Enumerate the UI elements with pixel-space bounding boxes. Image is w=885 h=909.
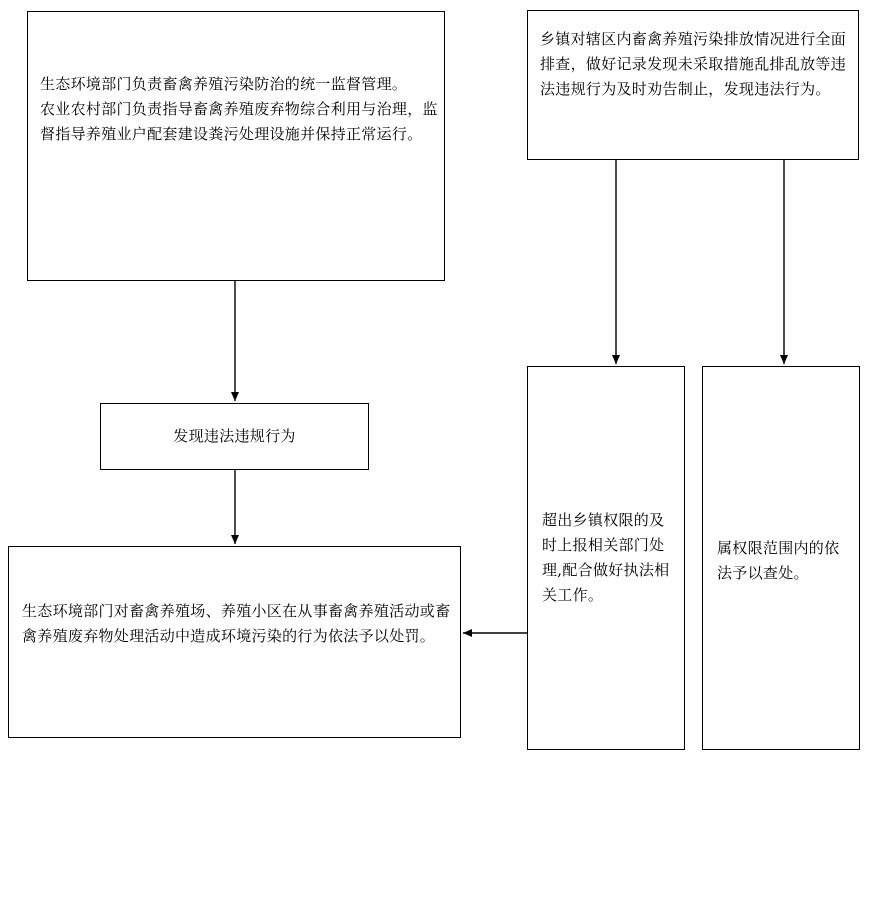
violation-found-text: 发现违法违规行为 — [173, 427, 296, 445]
supervision-line-2: 农业农村部门负责指导畜禽养殖废弃物综合利用与治理，监督指导养殖业户配套建设粪污处理设施并保持正常运行。 — [40, 100, 438, 143]
supervision-line-1: 生态环境部门负责畜禽养殖污染防治的统一监督管理。 — [40, 75, 408, 93]
penalty-text: 生态环境部门对畜禽养殖场、养殖小区在从事畜禽养殖活动或畜禽养殖废弃物处理活动中造成环境污染的行为依法予以处罚。 — [22, 602, 451, 645]
within-authority-text: 属权限范围内的依法予以查处。 — [717, 539, 840, 582]
township-inspection-text: 乡镇对辖区内畜禽养殖污染排放情况进行全面排查，做好记录发现未采取措施乱排乱放等违法违规行为及时劝告制止，发现违法行为。 — [540, 30, 847, 98]
beyond-authority-text: 超出乡镇权限的及时上报相关部门处理,配合做好执法相关工作。 — [542, 511, 670, 604]
